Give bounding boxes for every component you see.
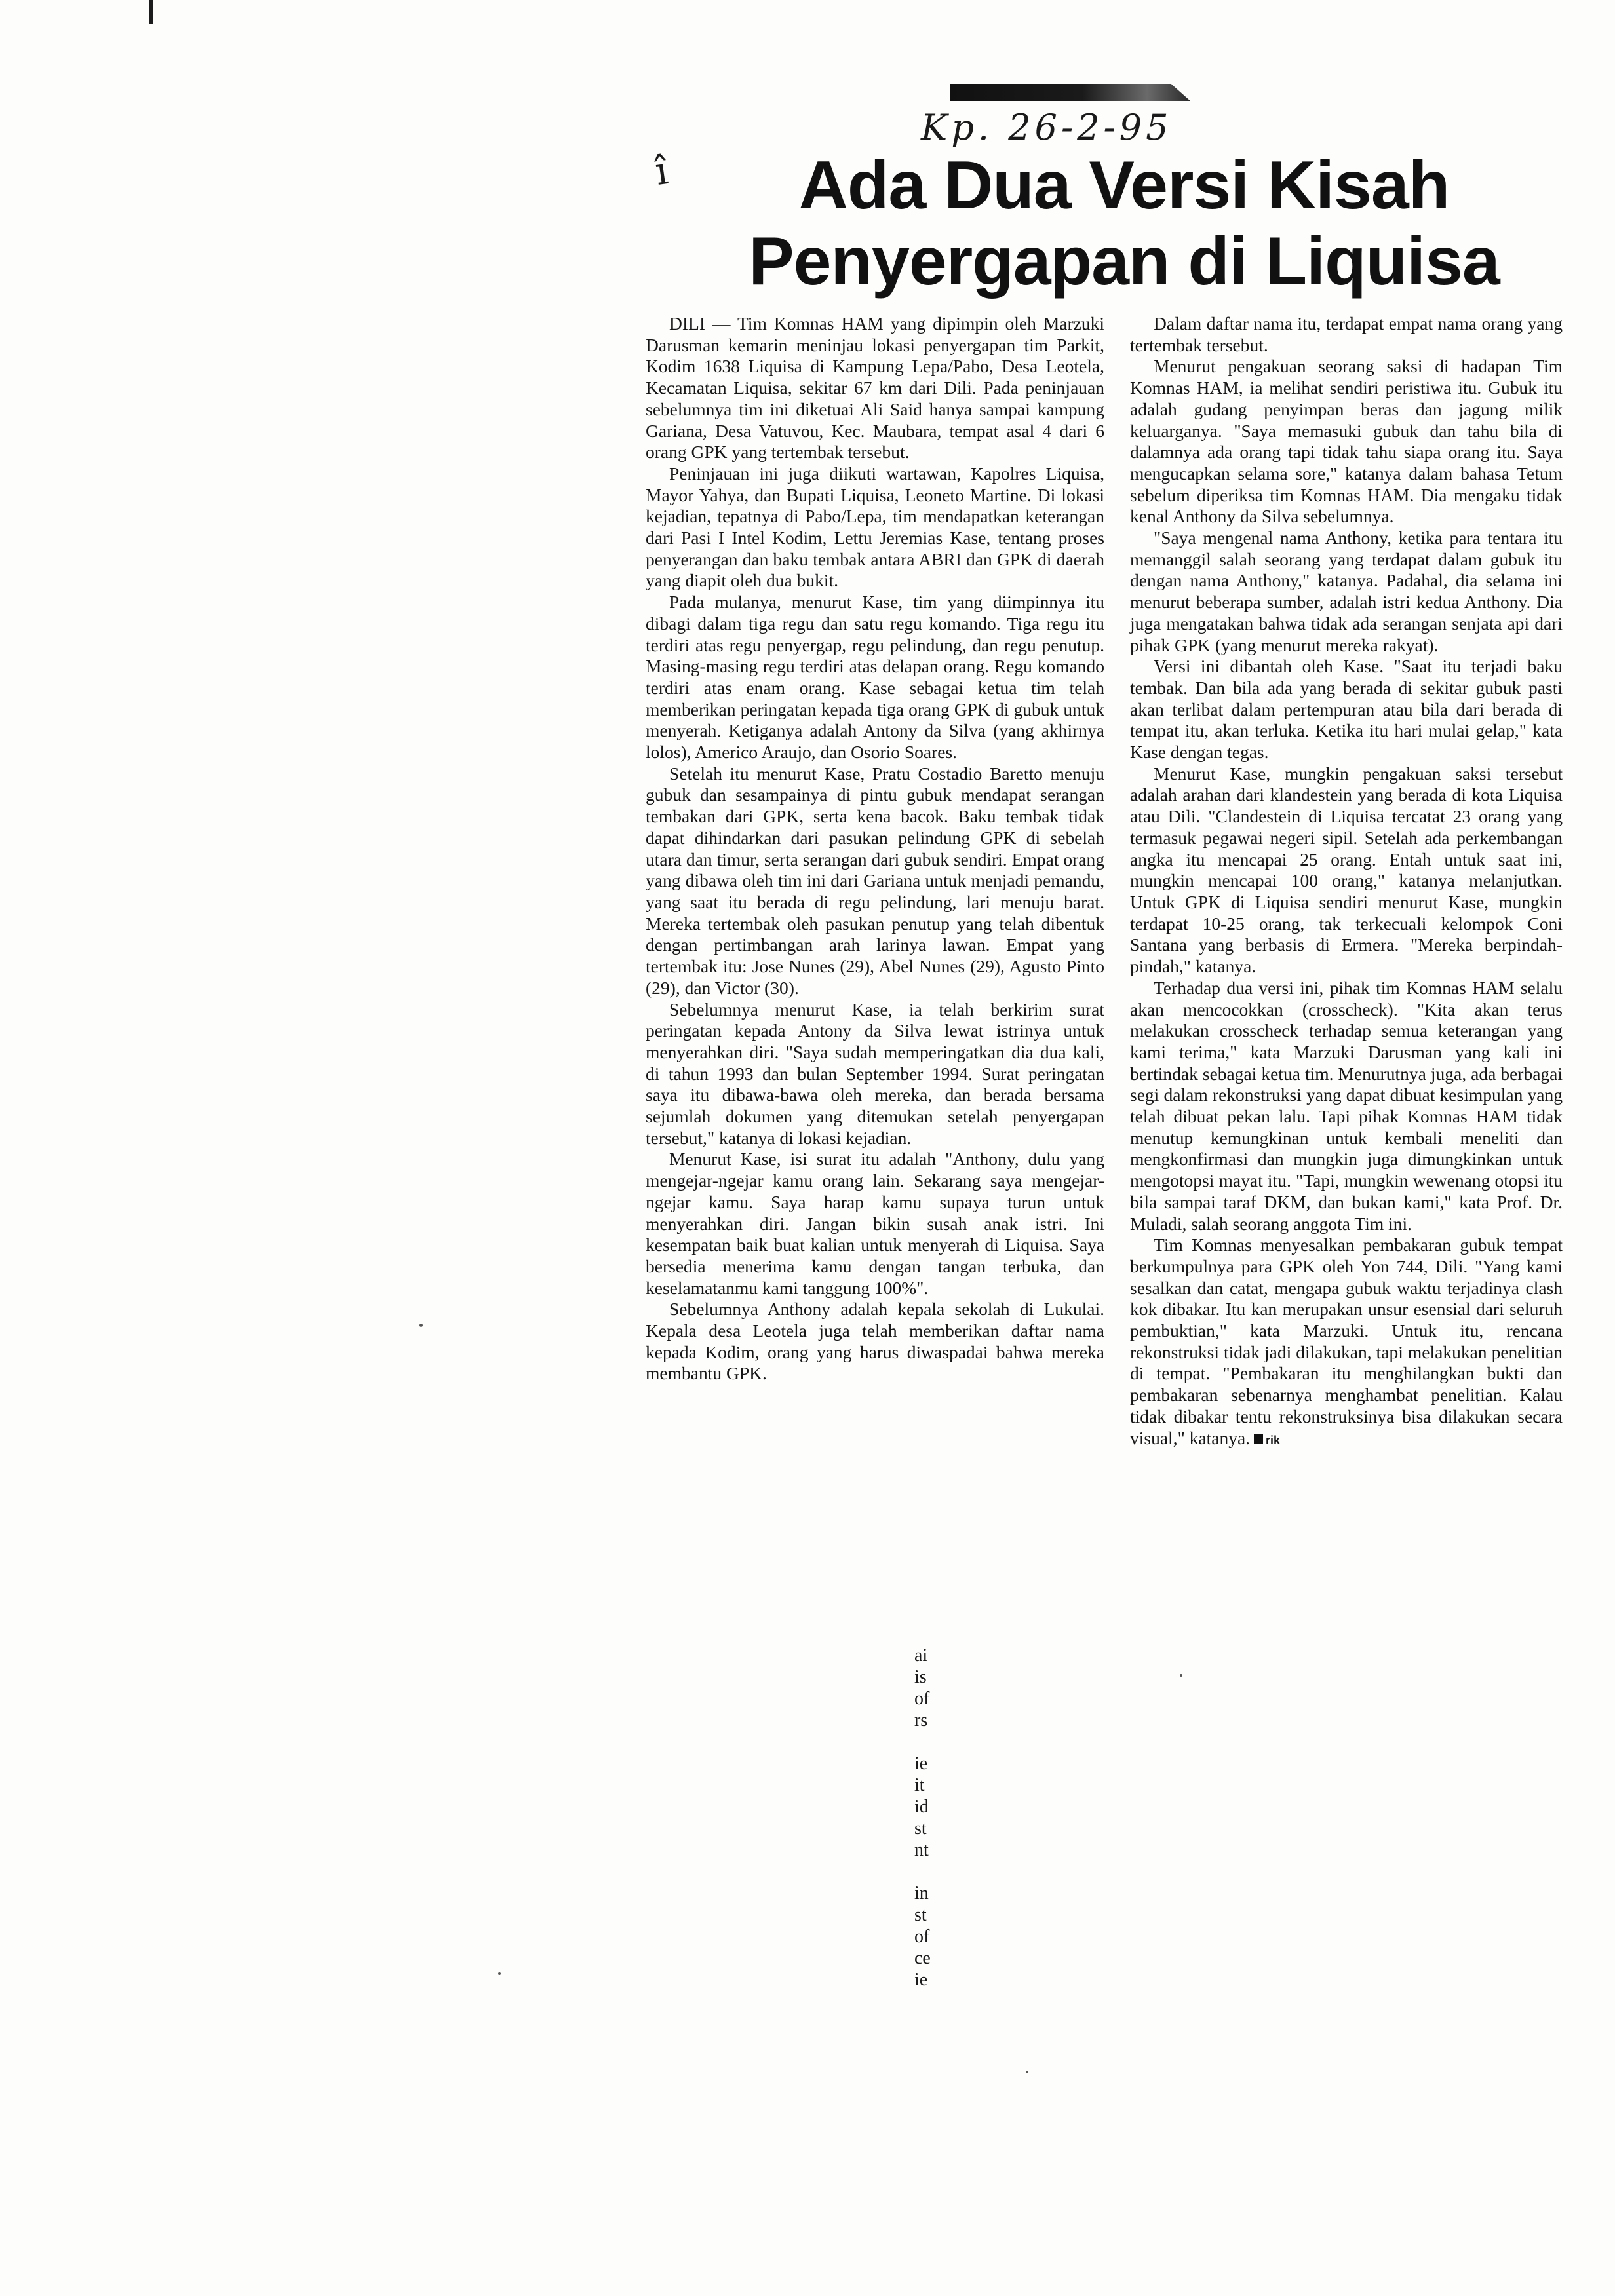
- article-column-left: [646, 313, 1104, 1385]
- bleed-line: of: [914, 1926, 930, 1947]
- handwritten-date: Kp. 26-2-95: [921, 107, 1173, 148]
- bleed-line: id: [914, 1797, 929, 1817]
- byline: rik: [1266, 1433, 1281, 1447]
- paragraph-final: [1130, 1234, 1563, 1451]
- handwritten-margin-mark: ı̂: [652, 148, 671, 194]
- headline: [682, 147, 1566, 299]
- bleed-line: st: [914, 1818, 927, 1839]
- bleed-line: ai: [914, 1645, 928, 1666]
- article-column-right: [1130, 313, 1563, 1451]
- bleed-line: is: [914, 1667, 927, 1687]
- bleed-line: in: [914, 1883, 929, 1904]
- bleed-line: st: [914, 1905, 927, 1925]
- paragraph: Peninjauan ini juga diikuti wartawan, Kapolres Liquisa, Mayor Yahya, dan Bupati Liquisa, Leoneto Martine. Di lokasi kejadian, tepatnya di Pabo/Lepa, tim mendapatkan keterangan dari Pasi I Intel Kodim, Lettu Jeremias Kase, tentang proses penyerangan dan baku tembak antara ABRI dan GPK di daerah yang diapit oleh dua bukit.: [646, 463, 1104, 591]
- paragraph: Setelah itu menurut Kase, Pratu Costadio Baretto menuju gubuk dan sesampainya di pintu gubuk mendapat serangan tembakan dari GPK, serta kena bacok. Baku tembak tidak dapat dihindarkan dari pasukan pelindung GPK di sebelah utara dan timur, serta serangan dari gubuk sendiri. Empat orang yang dibawa oleh tim ini dari Gariana untuk menjadi pemandu, yang saat itu berada di regu pelindung, lari menuju barat. Mereka tertembak oleh pasukan penutup yang telah dibentuk dengan pertimbangan arah larinya lawan. Empat yang tertembak itu: Jose Nunes (29), Abel Nunes (29), Agusto Pinto (29), dan Victor (30).: [646, 763, 1104, 998]
- paragraph-final-text: Tim Komnas menyesalkan pembakaran gubuk tempat berkumpulnya para GPK oleh Yon 744, Dili. "Yang kami sesalkan dan catat, mengapa gubuk waktu terjadinya clash kok dibakar. Itu kan merupakan unsur esensial dari seluruh pembuktian," kata Marzuki. Untuk itu, rencana rekonstruksi tidak jadi dilakukan, tapi melakukan penelitian di tempat. "Pembakaran itu menghilangkan bukti dan pembakaran sebenarnya menghambat penelitian. Kalau tidak dibakar tentu rekonstruksinya bisa dilakukan secara visual," katanya.: [1130, 1234, 1563, 1448]
- paragraph: Terhadap dua versi ini, pihak tim Komnas HAM selalu akan mencocokkan (crosscheck). "Kita akan terus melakukan crosscheck terhadap semua keterangan yang kami terima," kata Marzuki Darusman yang kali ini bertindak sebagai ketua tim. Menurutnya juga, ada berbagai segi dalam rekonstruksi yang dapat dibuat kesimpulan yang telah dibuat pekan lalu. Tapi pihak Komnas HAM tidak menutup kemungkinan untuk kembali meneliti dan mengkonfirmasi dan mungkin juga dimungkinkan untuk mengotopsi mayat itu. "Tapi, mungkin wewenang otopsi itu bila sampai taraf DKM, dan bukan kami," kata Prof. Dr. Muladi, salah seorang anggota Tim ini.: [1130, 977, 1563, 1234]
- headline-line-1: Ada Dua Versi Kisah: [798, 147, 1450, 223]
- bleed-line: it: [914, 1775, 925, 1795]
- scan-speck: [419, 1324, 423, 1327]
- end-mark-icon: [1254, 1434, 1263, 1444]
- bleed-line: ie: [914, 1753, 928, 1774]
- header-rule-bar: [950, 84, 1190, 101]
- paragraph: Dalam daftar nama itu, terdapat empat nama orang yang tertembak tersebut.: [1130, 313, 1563, 355]
- headline-line-2: Penyergapan di Liquisa: [749, 223, 1500, 299]
- bleed-line: rs: [914, 1710, 928, 1731]
- paragraph: Menurut pengakuan seorang saksi di hadapan Tim Komnas HAM, ia melihat sendiri peristiwa itu. Gubuk itu adalah gudang penyimpan beras dan jagung milik keluarganya. "Saya memasuki gubuk dan tahu bila di dalamnya ada orang tapi tidak tahu siapa orang itu. Saya mengucapkan selama sore," katanya dalam bahasa Tetum sebelum diperiksa tim Komnas HAM. Dia mengaku tidak kenal Anthony da Silva sebelumnya.: [1130, 356, 1563, 527]
- bleed-line: of: [914, 1689, 930, 1709]
- bleed-line: nt: [914, 1840, 929, 1860]
- paragraph: Sebelumnya Anthony adalah kepala sekolah di Lukulai. Kepala desa Leotela juga telah memberikan daftar nama kepada Kodim, orang yang harus diwaspadai bahwa mereka membantu GPK.: [646, 1299, 1104, 1384]
- scan-speck: [1026, 2071, 1028, 2073]
- paragraph: Menurut Kase, mungkin pengakuan saksi tersebut adalah arahan dari klandestein yang berada di kota Liquisa atau Dili. "Clandestein di Liquisa tercatat 23 orang yang termasuk pegawai negeri sipil. Setelah ada perkembangan angka itu mencapai 25 orang. Entah untuk saat ini, mungkin mencapai 100 orang," katanya melanjutkan. Untuk GPK di Liquisa sendiri menurut Kase, mungkin terdapat 10-25 orang, tak terkecuali kelompok Coni Santana yang berbasis di Ermera. "Mereka berpindah-pindah," katanya.: [1130, 763, 1563, 977]
- bleed-through-text: [914, 1645, 931, 1991]
- paragraph: DILI — Tim Komnas HAM yang dipimpin oleh Marzuki Darusman kemarin meninjau lokasi penyergapan tim Parkit, Kodim 1638 Liquisa di Kampung Lepa/Pabo, Desa Leotela, Kecamatan Liquisa, sekitar 67 km dari Dili. Pada peninjauan sebelumnya tim ini diketuai Ali Said hanya sampai kampung Gariana, Desa Vatuvou, Kec. Maubara, tempat asal 4 dari 6 orang GPK yang tertembak tersebut.: [646, 313, 1104, 463]
- paragraph: Versi ini dibantah oleh Kase. "Saat itu terjadi baku tembak. Dan bila ada yang berada di sekitar gubuk pasti akan terlibat dalam pertempuran atau bila dari berada di tempat itu, akan terluka. Ketika itu hari mulai gelap," kata Kase dengan tegas.: [1130, 656, 1563, 763]
- bleed-gap: [914, 1731, 931, 1753]
- bleed-line: ce: [914, 1948, 931, 1968]
- scan-edge-mark: [149, 0, 153, 24]
- paragraph: Menurut Kase, isi surat itu adalah "Anthony, dulu yang mengejar-ngejar kamu orang lain. Sekarang saya mengejar-ngejar kamu. Saya harap kamu supaya turun untuk menyerahkan diri. Jangan bikin susah anak istri. Ini kesempatan baik buat kalian untuk menyerah di Liquisa. Saya bersedia menerima kamu dengan tangan terbuka, dan keselamatanmu kami tanggung 100%".: [646, 1149, 1104, 1298]
- bleed-gap: [914, 1861, 931, 1883]
- paragraph: Sebelumnya menurut Kase, ia telah berkirim surat peringatan kepada Antony da Silva lewat istrinya untuk menyerahkan diri. "Saya sudah memperingatkan dia dua kali, di tahun 1993 dan bulan September 1994. Surat peringatan saya itu dibawa-bawa oleh mereka, dan berada bersama sejumlah dokumen yang ditemukan setelah penyergapan tersebut," katanya di lokasi kejadian.: [646, 999, 1104, 1148]
- scan-speck: [1180, 1674, 1182, 1677]
- scan-speck: [498, 1972, 501, 1975]
- bleed-line: ie: [914, 1970, 928, 1990]
- paragraph: Pada mulanya, menurut Kase, tim yang diimpinnya itu dibagi dalam tiga regu dan satu regu komando. Tiga regu itu terdiri atas regu penyergap, regu pelindung, dan regu penutup. Masing-masing regu terdiri atas delapan orang. Regu komando terdiri atas enam orang. Kase sebagai ketua tim telah memberikan peringatan kepada tiga orang GPK di gubuk untuk menyerah. Ketiganya adalah Antony da Silva (yang akhirnya lolos), Americo Araujo, dan Osorio Soares.: [646, 592, 1104, 763]
- paragraph: "Saya mengenal nama Anthony, ketika para tentara itu memanggil salah seorang yang terdapat dalam gubuk itu dengan nama Anthony," katanya. Padahal, dia selama ini menurut beberapa sumber, adalah istri kedua Anthony. Dia juga mengatakan bahwa tidak ada serangan senjata api dari pihak GPK (yang menurut mereka rakyat).: [1130, 527, 1563, 655]
